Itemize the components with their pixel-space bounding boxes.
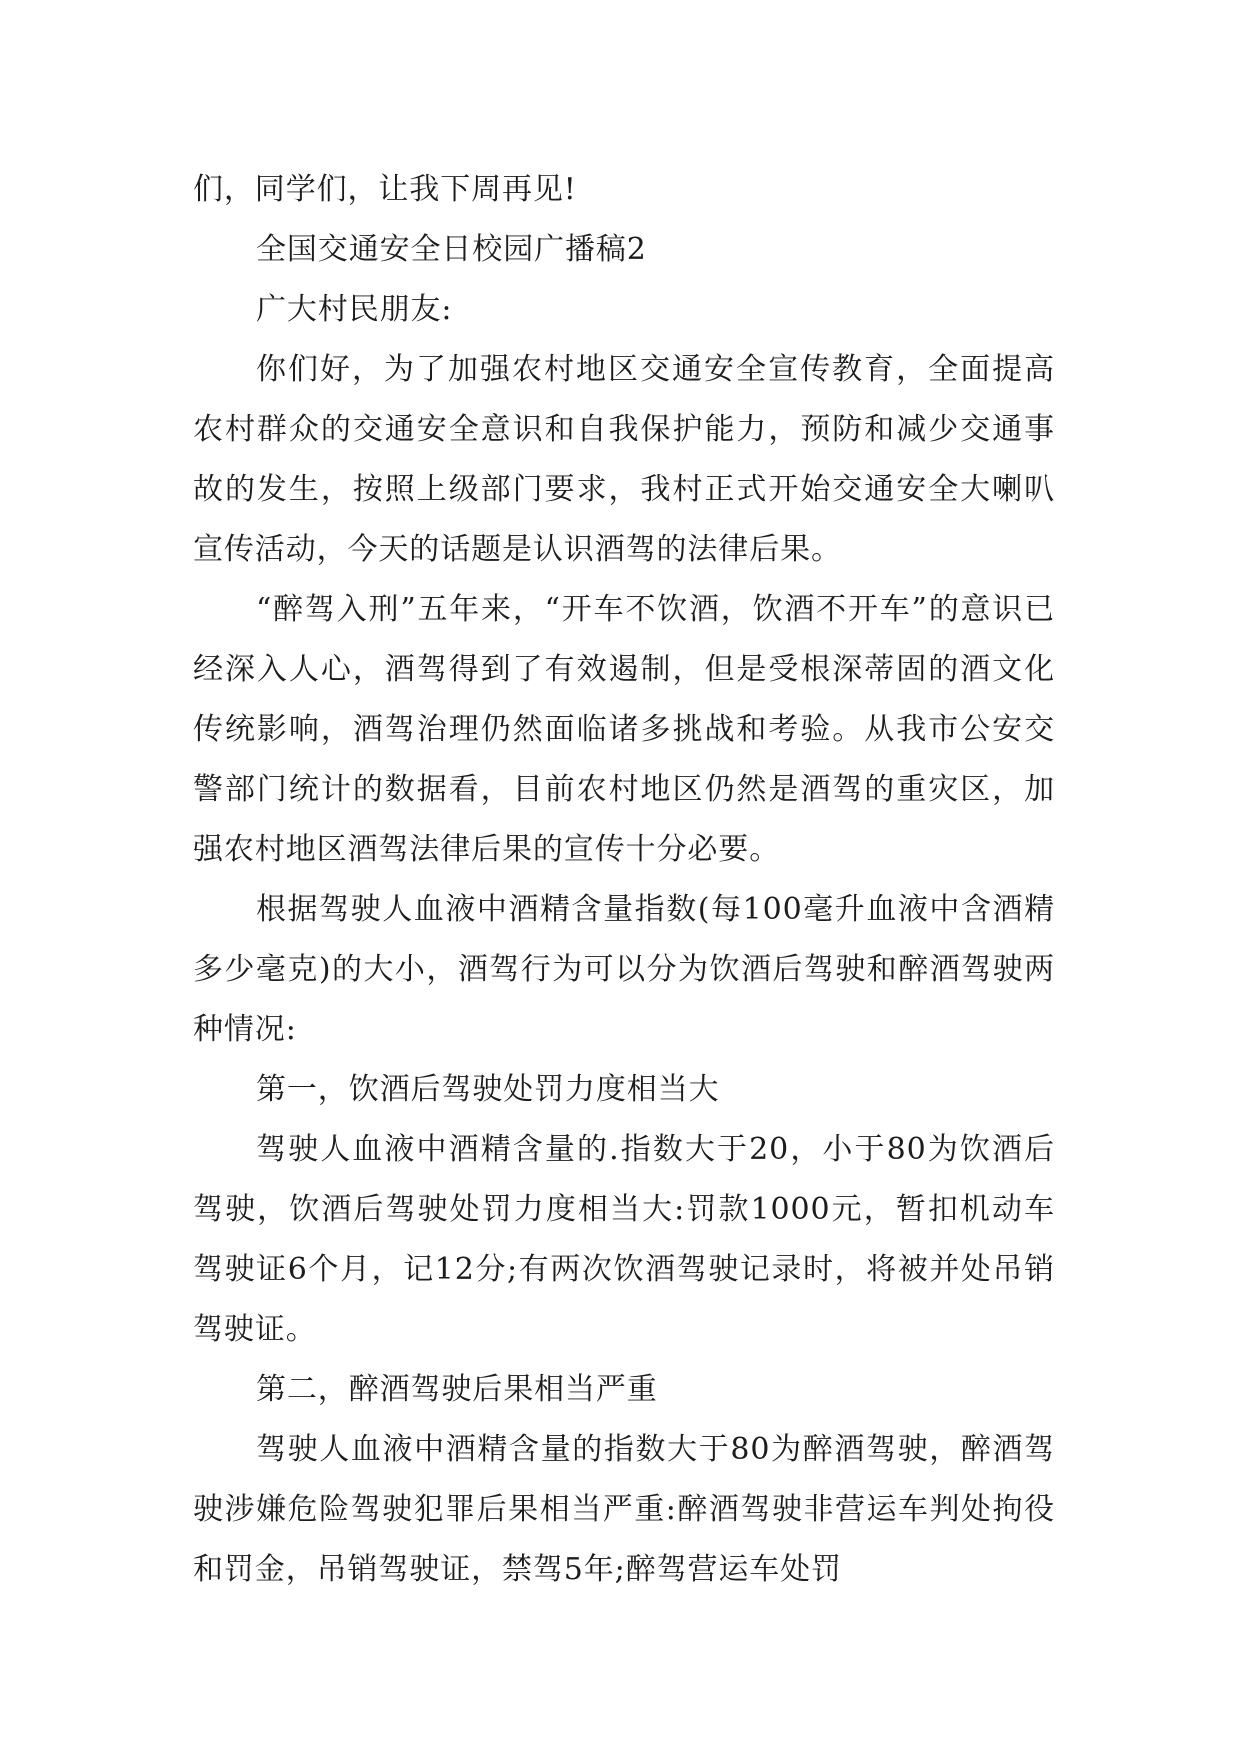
paragraph-intro: 你们好，为了加强农村地区交通安全宣传教育，全面提高农村群众的交通安全意识和自我保护能力，预防和减少交通事故的发生，按照上级部门要求，我村正式开始交通安全大喇叭宣传活动，今天的话题是认识酒驾的法律后果。 <box>193 352 1055 567</box>
section-title: 全国交通安全日校园广播稿2 <box>256 232 647 267</box>
subheading-second: 第二，醉酒驾驶后果相当严重 <box>256 1372 658 1407</box>
paragraph-drunk-driving: 驾驶人血液中酒精含量的指数大于80为醉酒驾驶，醉酒驾驶涉嫌危险驾驶犯罪后果相当严重:醉酒驾驶非营运车判处拘役和罚金，吊销驾驶证，禁驾5年;醉驾营运车处罚 <box>193 1432 1055 1587</box>
paragraph-classification: 根据驾驶人血液中酒精含量指数(每100毫升血液中含酒精多少毫克)的大小，酒驾行为可以分为饮酒后驾驶和醉酒驾驶两种情况: <box>193 892 1055 1047</box>
salutation: 广大村民朋友: <box>256 292 453 327</box>
paragraph-drink-driving: 驾驶人血液中酒精含量的.指数大于20，小于80为饮酒后驾驶，饮酒后驾驶处罚力度相当大:罚款1000元，暂扣机动车驾驶证6个月，记12分;有两次饮酒驾驶记录时，将被并处吊销驾驶证。 <box>193 1132 1055 1347</box>
paragraph-closing-line: 们，同学们，让我下周再见! <box>193 172 577 207</box>
subheading-first: 第一，饮酒后驾驶处罚力度相当大 <box>256 1072 720 1107</box>
paragraph-background: “醉驾入刑”五年来，“开车不饮酒，饮酒不开车”的意识已经深入人心，酒驾得到了有效遏制，但是受根深蒂固的酒文化传统影响，酒驾治理仍然面临诸多挑战和考验。从我市公安交警部门统计的数据看，目前农村地区仍然是酒驾的重灾区，加强农村地区酒驾法律后果的宣传十分必要。 <box>193 592 1055 867</box>
document-body <box>193 160 1055 1600</box>
